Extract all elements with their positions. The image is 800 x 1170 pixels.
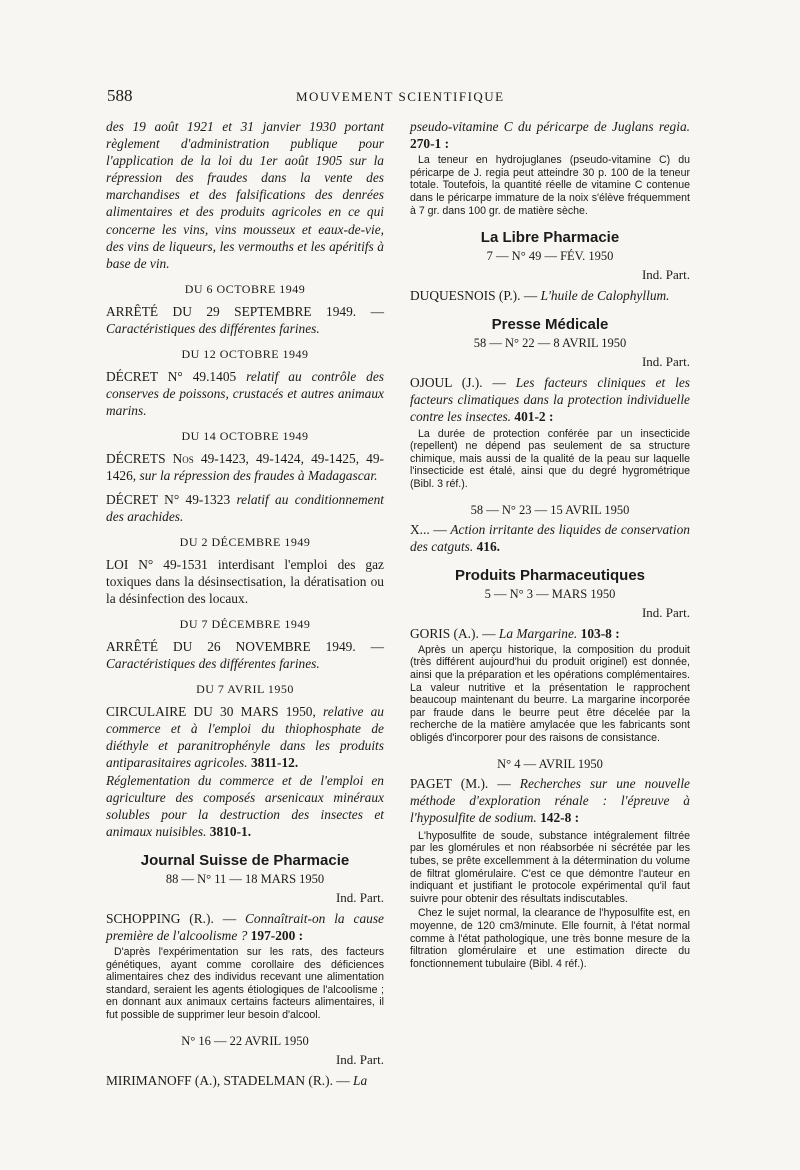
entry [106, 303, 384, 337]
entry [410, 287, 690, 304]
issue-line: 7 — N° 49 — FÉV. 1950 [486, 249, 614, 264]
entry-title: Connaîtrait-on la cause première de l'alcoolisme ? [106, 910, 384, 943]
ind-part-label: Ind. Part. [641, 354, 690, 370]
journal-title: La Libre Pharmacie [480, 229, 620, 247]
entry-title: Caractéristiques des différentes farines. [106, 320, 320, 336]
entry-ref: 270-1 : [410, 136, 450, 152]
entry-title: pseudo-vitamine C du péricarpe de Juglans regia. [410, 119, 690, 134]
abstract: Après un aperçu historique, la composition du produit (très différent aujourd'hui du produit originel) est donnée, ainsi que la préparation et les opérations complémentaires. La valeur nutritive et la présentation le rapprochent beaucoup maintenant du beurre. La margarine incorporée par fraude dans le beurre peut être décelée par la recherche de la matière amylacée que les fabricants sont obligés d'incorporer pour des raisons de consistance. [410, 643, 690, 744]
entry [410, 625, 690, 642]
date-heading: DU 7 AVRIL 1950 [196, 682, 294, 697]
entry-title: relatif au conditionnement des arachides. [106, 491, 384, 524]
entry-ref: 3810-1. [209, 823, 252, 839]
abstract: La teneur en hydrojuglanes (pseudo-vitamine C) du péricarpe de J. regia peut atteindre 30 p. 100 de la teneur totale. Toutefois, la quantité réelle de vitamine C contenue dans le péricarpe immature de la noix s'élève fréquemment à 7 gr. dans 100 gr. de matière sèche. [410, 154, 690, 217]
journal-title: Journal Suisse de Pharmacie [140, 851, 350, 869]
entry [106, 1072, 384, 1089]
entry-lead: ARRÊTÉ DU 29 SEPTEMBRE 1949. — [106, 303, 384, 319]
entry-ref: 142-8 : [540, 809, 580, 825]
entry-title: La [353, 1072, 368, 1088]
entry-ref: 416. [476, 538, 501, 554]
entry-title: interdisant l'emploi des gaz toxiques dans la désinsectisation, la dératisation ou la désinfection des locaux. [106, 556, 384, 606]
entry-title: sur la répression des fraudes à Madagascar. [139, 468, 378, 484]
entry-ref: 401-2 : [514, 409, 554, 425]
issue-line: 58 — N° 23 — 15 AVRIL 1950 [470, 502, 630, 517]
entry-lead: DÉCRET N° 49-1323 [106, 491, 237, 507]
entry-lead: X... — [410, 521, 451, 537]
running-title: MOUVEMENT SCIENTIFIQUE [296, 89, 505, 104]
page-number: 588 [107, 86, 133, 105]
abstract: Chez le sujet normal, la clearance de l'hyposulfite est, en moyenne, de 120 cm3/minute. Elle fournit, à l'état normal comme à l'état pathologique, une très bonne mesure de la filtration glomérulaire et une estimation directe du fonctionnement tubulaire (Bibl. 4 réf.). [410, 907, 690, 970]
entry [106, 772, 384, 840]
entry-title: Les facteurs cliniques et les facteurs climatiques dans la protection individuelle contre les insectes. [410, 375, 690, 425]
entry [106, 910, 384, 944]
date-heading: DU 14 OCTOBRE 1949 [181, 429, 309, 444]
entry-title: La Margarine. [498, 625, 581, 641]
entry-ref: 3811-12. [250, 755, 299, 771]
date-heading: DU 2 DÉCEMBRE 1949 [179, 534, 311, 549]
issue-line: N° 4 — AVRIL 1950 [497, 756, 603, 771]
abstract: D'après l'expérimentation sur les rats, des facteurs génétiques, ayant comme corollaire des déficiences alimentaires chez des individus recevant une alimentation standard, seraient les agents étiologiques de l'alcoolisme ; en donnant aux animaux certains facteurs alimentaires, il fut possible de supprimer leur besoin d'alcool. [106, 946, 384, 1022]
entry-lead: GORIS (A.). — [410, 625, 499, 641]
date-heading: DU 12 OCTOBRE 1949 [181, 347, 309, 362]
entry [410, 374, 690, 425]
entry-ref: 197-200 : [250, 928, 304, 943]
entry-lead: DÉCRET N° 49.1405 [106, 369, 247, 385]
entry-lead: PAGET (M.). — [410, 775, 520, 791]
entry-lead: OJOUL (J.). — [410, 375, 516, 391]
issue-line: 58 — N° 22 — 8 AVRIL 1950 [473, 336, 627, 351]
entry-title: Action irritante des liquides de conservation des catguts. [410, 521, 691, 554]
issue-line: N° 16 — 22 AVRIL 1950 [181, 1033, 309, 1048]
date-heading: DU 6 OCTOBRE 1949 [184, 281, 306, 296]
entry-title: Réglementation du commerce et de l'emploi en agriculture des composés arsenicaux minéraux solubles pour la destruction des insectes et animaux nuisibles. [106, 772, 384, 839]
entry-lead: DÉCRETS Nos 49-1423, 49-1424, 49-1425, 49-1426, [106, 451, 384, 484]
entry-ref: 103-8 : [580, 625, 620, 641]
ind-part-label: Ind. Part. [335, 889, 384, 905]
entry-lead: DUQUESNOIS (P.). — [410, 288, 541, 304]
journal-title: Presse Médicale [491, 316, 609, 334]
ind-part-label: Ind. Part. [641, 267, 690, 283]
entry [106, 638, 384, 672]
journal-title: Produits Pharmaceutiques [454, 566, 646, 584]
entry-lead: MIRIMANOFF (A.), STADELMAN (R.). — [106, 1072, 354, 1088]
entry-title: Caractéristiques des différentes farines. [106, 656, 320, 672]
right-column [410, 118, 690, 976]
entry [410, 521, 690, 555]
entry-title: relatif au contrôle des conserves de poissons, crustacés et autres animaux marins. [106, 369, 384, 419]
issue-line: 88 — N° 11 — 18 MARS 1950 [165, 871, 325, 886]
entry-lead: CIRCULAIRE DU 30 MARS 1950, [106, 704, 324, 720]
issue-line: 5 — N° 3 — MARS 1950 [484, 586, 616, 601]
entry-title: relative au commerce et à l'emploi du thiophosphate de diéthyle et paranitrophényle dans les produits antiparasitaires agricoles. [106, 704, 384, 771]
entry-lead: SCHOPPING (R.). — [106, 910, 245, 926]
entry [410, 775, 690, 826]
date-heading: DU 7 DÉCEMBRE 1949 [179, 616, 311, 631]
entry [410, 118, 690, 152]
abstract: La durée de protection conférée par un insecticide (repellent) ne dépend pas seulement de sa structure chimique, mais aussi de la qualité de la peau sur laquelle l'insecticide est étalé, ainsi que du degré hygrométrique (Bibl. 3 réf.). [410, 427, 690, 490]
entry-title: L'huile de Calophyllum. [540, 288, 670, 304]
entry [106, 556, 384, 607]
intro-paragraph: des 19 août 1921 et 31 janvier 1930 portant règlement d'administration publique pour l'application de la loi du 1er août 1905 sur la répression des fraudes dans la vente des marchandises et des falsifications des denrées alimentaires et des produits agricoles en ce qui concerne les vins, vins mousseux et eaux-de-vie, des vins de liqueurs, les vermouths et les apéritifs à base de vin. [106, 119, 384, 271]
entry [106, 491, 384, 525]
entry-title: Recherches sur une nouvelle méthode d'exploration rénale : l'épreuve à l'hyposulfite de sodium. [410, 775, 690, 825]
entry [106, 368, 384, 419]
ind-part-label: Ind. Part. [335, 1051, 384, 1067]
left-column [106, 118, 384, 1095]
abstract: L'hyposulfite de soude, substance intégralement filtrée par les glomérules et non réabsorbée ni sécrétée par les tubes, se prête excellemment à la détermination du volume de filtrat glomérulaire. C'est ce que démontre l'auteur en indiquant et justifiant le protocole expérimental qu'il faut suivre pour obtenir des résultats indiscutables. [410, 829, 690, 905]
entry [106, 703, 384, 771]
ind-part-label: Ind. Part. [641, 604, 690, 620]
entry-lead: ARRÊTÉ DU 26 NOVEMBRE 1949. — [106, 638, 384, 654]
entry-lead: LOI N° 49-1531 [106, 556, 218, 572]
entry [106, 450, 384, 484]
